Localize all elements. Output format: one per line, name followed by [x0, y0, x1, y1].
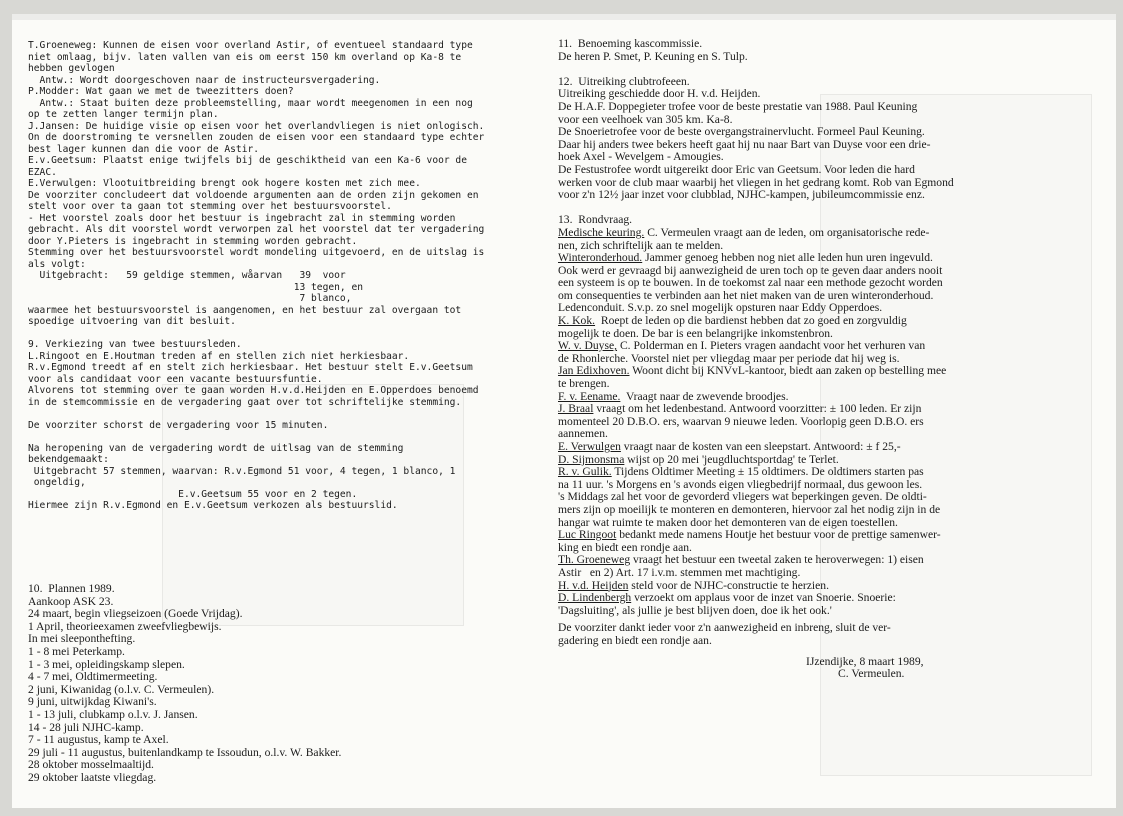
text-line: ongeldig, — [28, 477, 86, 488]
text-line: Na heropening van de vergadering wordt de uitlsag van de stemming — [28, 442, 404, 454]
text-line: 12. Uitreiking clubtrofeeen. — [558, 74, 690, 88]
plan-line: 1 April, theorieexamen zweefvliegbewijs. — [28, 619, 222, 633]
text-line: 7 blanco, — [28, 293, 352, 304]
plan-line: 1 - 13 juli, clubkamp o.l.v. J. Jansen. — [28, 707, 198, 721]
remark-text: aannemen. — [558, 427, 608, 441]
speaker-name: D. Sijmonsma — [558, 452, 625, 466]
speaker-name: H. v.d. Heijden — [558, 578, 629, 592]
text-line: De Snoerietrofee voor de beste overgangstrainervlucht. Formeel Paul Keuning. — [558, 125, 925, 139]
rondvraag-line — [558, 605, 1088, 618]
speaker-name: J. Braal — [558, 402, 594, 416]
rondvraag-line — [558, 416, 1088, 429]
kascommissie-section — [558, 38, 1088, 63]
text-line: Daar hij anders twee bekers heeft gaat hij nu naar Bart van Duyse voor een drie- — [558, 137, 931, 151]
remark-text: een systeem is op te bouwen. In de toekomst zal naar een methode gezocht worden — [558, 276, 943, 290]
text-line: De H.A.F. Doppegieter trofee voor de beste prestatie van 1988. Paul Keuning — [558, 99, 918, 113]
remark-text: steld voor de NJHC-constructie te herzien. — [628, 578, 829, 592]
text-line: spoedige uitvoering van dit besluit. — [28, 316, 236, 327]
remark-text: na 11 uur. 's Morgens en 's avonds eigen vliegbedrijf normaal, dus gewoon les. — [558, 477, 923, 491]
text-line: gebracht. Als dit voorstel wordt verworpen zal het voorstel dat ter vergadering — [28, 224, 485, 235]
plan-line: 10. Plannen 1989. — [28, 582, 115, 595]
text-line: op te zetten langer termijn plan. — [28, 109, 219, 120]
text-line: 11. Benoeming kascommissie. — [558, 37, 703, 50]
text-line: hoek Axel - Wevelgem - Amougies. — [558, 150, 724, 164]
plan-line: Aankoop ASK 23. — [28, 594, 114, 608]
speaker-name: Winteronderhoud. — [558, 251, 643, 265]
text-line: als volgt: — [28, 258, 86, 270]
speaker-name: R. v. Gulik. — [558, 465, 612, 479]
remark-text: Jammer genoeg hebben nog niet alle leden hun uren ingevuld. — [642, 251, 933, 265]
text-line: De voorziter schorst de vergadering voor 15 minuten. — [28, 419, 329, 431]
remark-text: Woont dicht bij KNVvL-kantoor, biedt aan zaken op bestelling mee — [629, 364, 947, 378]
speaker-name: F. v. Eename. — [558, 389, 621, 403]
text-line: niet omlaag, bijv. laten vallen van eis om eerst 150 km overland op Ka-8 te — [28, 51, 462, 63]
remark-text: vraagt naar de kosten van een sleepstart. Antwoord: ± f 25,- — [620, 440, 901, 453]
speaker-name: D. Lindenbergh — [558, 591, 632, 605]
text-line: De Festustrofee wordt uitgereikt door Eric van Geetsum. Voor leden die hard — [558, 162, 915, 176]
rondvraag-line — [558, 365, 1088, 378]
speaker-name: Luc Ringoot — [558, 528, 617, 542]
text-line: Stemming over het bestuursvoorstel wordt mondeling uitgevoerd, en de uitslag is — [28, 247, 485, 258]
text-line: Alvorens tot stemming over te gaan worden H.v.d.Heijden en E.Opperdoes benoemd — [28, 385, 479, 396]
remark-text: 's Middags zal het voor de gevorderd vliegers wat beperkingen geven. De oldti- — [558, 490, 927, 504]
remark-text: C. Vermeulen vraagt aan de leden, om organisatorische rede- — [644, 225, 930, 239]
speaker-name: Jan Edixhoven. — [558, 364, 630, 378]
closing-remark — [558, 622, 1088, 647]
remark-text: mogelijk te doen. De bar is een belangrijke inkomstenbron. — [558, 326, 833, 340]
remark-text: hangar wat ruimte te maken door het demonteren van de eigen toestellen. — [558, 515, 898, 529]
plannen-1989-section — [28, 583, 548, 785]
signature: C. Vermeulen. — [838, 667, 905, 681]
rondvraag-section — [558, 227, 1088, 617]
text-line: Antw.: Staat buiten deze probleemstelling, maar wordt meegenomen in een nog — [28, 97, 473, 109]
text-line: De heren P. Smet, P. Keuning en S. Tulp. — [558, 49, 748, 63]
text-line: J.Jansen: De huidige visie op eisen voor het overlandvliegen is niet onlogisch. — [28, 120, 485, 132]
rondvraag-heading: 13. Rondvraag. — [558, 213, 633, 227]
remark-text: nen, zich schriftelijk aan te melden. — [558, 238, 724, 252]
remark-text: verzoekt om applaus voor de inzet van Snoerie. Snoerie: — [631, 591, 896, 605]
text-line: hebben gevlogen — [28, 63, 115, 74]
blank-line — [28, 408, 558, 420]
text-line: werken voor de club maar waarbij het vliegen in het gedrang komt. Rob van Egmond — [558, 175, 954, 189]
remark-text: Tijdens Oldtimer Meeting ± 15 oldtimers. De oldtimers starten pas — [611, 465, 924, 479]
remark-text: Roept de leden op die bardienst hebben dat zo goed en zorgvuldig — [595, 314, 907, 328]
remark-text: Vraagt naar de zwevende broodjes. — [620, 389, 789, 403]
remark-text: wijst op 20 mei 'jeugdluchtsportdag' te Terlet. — [624, 452, 839, 466]
plan-line: 7 - 11 augustus, kamp te Axel. — [28, 733, 169, 747]
remark-text: de Rhonlerche. Voorstel niet per vliegdag maar per periode dat hij weg is. — [558, 351, 900, 365]
text-line: Antw.: Wordt doorgeschoven naar de instructeursvergadering. — [28, 74, 381, 86]
remark-text: Ledenconduit. S.v.p. zo snel mogelijk opsturen naar Eddy Opperdoes. — [558, 301, 883, 315]
speaker-name: W. v. Duyse, — [558, 339, 618, 353]
remark-text: 'Dagsluiting', als jullie je best blijven doen, doe ik het ook.' — [558, 603, 832, 617]
place-date: IJzendijke, 8 maart 1989, — [806, 654, 924, 668]
text-line: bekendgemaakt: — [28, 454, 109, 465]
text-line: best lager kunnen dan die voor de Astir. — [28, 143, 260, 155]
blank-line — [28, 328, 558, 340]
text-line: Uitgebracht 57 stemmen, waarvan: R.v.Egmond 51 voor, 4 tegen, 1 blanco, 1 — [28, 465, 456, 477]
text-line: De voorziter concludeert dat voldoende argumenten aan de orden zijn gekomen en — [28, 189, 479, 201]
speaker-name: K. Kok. — [558, 314, 596, 328]
text-line: voor z'n 12½ jaar inzet voor clubblad, NJHC-kampen, jubileumcommissie enz. — [558, 188, 925, 202]
remark-text: mers zijn op moeilijk te monteren en demonteren, hiervoor zal het nodig zijn in de — [558, 502, 941, 516]
text-line: R.v.Egmond treedt af en stelt zich herkiesbaar. Het bestuur stelt E.v.Geetsum — [28, 362, 473, 373]
text-line: 9. Verkiezing van twee bestuursleden. — [28, 339, 242, 350]
remark-text: om consequenties te verbinden aan het niet maken van de uren winteronderhoud. — [558, 288, 934, 302]
blank-line — [28, 431, 558, 443]
remark-text: bedankt mede namens Houtje het bestuur voor de prettige samenwer- — [616, 528, 941, 542]
text-line: - Het voorstel zoals door het bestuur is ingebracht zal in stemming worden — [28, 212, 456, 224]
remark-text: king en biedt een rondje aan. — [558, 540, 692, 554]
remark-text: vraagt om het ledenbestand. Antwoord voorzitter: ± 100 leden. Er zijn — [593, 402, 922, 416]
text-line: waarmee het bestuursvoorstel is aangenomen, en het bestuur zal overgaan tot — [28, 304, 462, 316]
plan-line: 1 - 3 mei, opleidingskamp slepen. — [28, 657, 185, 671]
remark-text: Astir en 2) Art. 17 i.v.m. stemmen met machtiging. — [558, 565, 801, 579]
text-line: 13 tegen, en — [28, 281, 364, 293]
remark-text: vraagt het bestuur een tweetal zaken te heroverwegen: 1) eisen — [630, 553, 924, 567]
plan-line: 4 - 7 mei, Oldtimermeeting. — [28, 670, 158, 684]
plan-line: 29 oktober laatste vliegdag. — [28, 770, 157, 784]
text-line: De voorziter dankt ieder voor z'n aanwezigheid en inbreng, sluit de ver- — [558, 621, 891, 635]
remark-text: te brengen. — [558, 377, 610, 391]
text-line: door Y.Pieters is ingebracht in stemming worden gebracht. — [28, 235, 358, 247]
text-line: in de stemcommissie en de vergadering gaat over tot schriftelijke stemming. — [28, 396, 462, 408]
speaker-name: E. Verwulgen — [558, 440, 621, 453]
speaker-name: Medische keuring. — [558, 225, 645, 239]
text-line: EZAC. — [28, 166, 57, 178]
text-line: On de doorstroming te versnellen zouden de eisen voor een standaard type echter — [28, 132, 485, 143]
plan-line: 28 oktober mosselmaaltijd. — [28, 758, 154, 772]
plan-line: In mei sleeponthefting. — [28, 632, 136, 646]
text-line: Uitgebracht: 59 geldige stemmen, wåarvan 39 voor — [28, 270, 346, 281]
text-line: E.v.Geetsum 55 voor en 2 tegen. — [28, 488, 358, 500]
remark-text: Ook werd er gevraagd bij aanwezigheid de uren toch op te geven daar anders nooit — [558, 263, 943, 277]
minutes-right-column — [558, 38, 1088, 681]
plan-line: 14 - 28 juli NJHC-kamp. — [28, 720, 144, 734]
plan-line: 29 juli - 11 augustus, buitenlandkamp te Issoudun, o.l.v. W. Bakker. — [28, 745, 342, 759]
text-line: L.Ringoot en E.Houtman treden af en stellen zich niet herkiesbaar. — [28, 350, 410, 362]
text-line: E.v.Geetsum: Plaatst enige twijfels bij de geschiktheid van een Ka-6 voor de — [28, 155, 467, 166]
text-line: Hiermee zijn R.v.Egmond en E.v.Geetsum verkozen als bestuurslid. — [28, 500, 398, 511]
remark-text: momenteel 20 D.B.O. ers, waarvan 9 nieuwe leden. Voorlopig geen D.B.O. ers — [558, 414, 924, 428]
text-line: voor als candidaat voor een vacante bestuursfuntie. — [28, 373, 323, 385]
remark-text: C. Polderman en I. Pieters vragen aandacht voor het verhuren van — [617, 339, 926, 353]
text-line: E.Verwulgen: Vlootuitbreiding brengt ook hogere kosten met zich mee. — [28, 178, 421, 189]
plan-line: 9 juni, uitwijkdag Kiwani's. — [28, 695, 157, 709]
text-line: gadering en biedt een rondje aan. — [558, 633, 712, 647]
text-line: P.Modder: Wat gaan we met de tweezitters doen? — [28, 86, 294, 97]
text-line: voor een veelhoek van 305 km. Ka-8. — [558, 112, 733, 126]
plan-line: 1 - 8 mei Peterkamp. — [28, 644, 125, 658]
text-line: Uitreiking geschiedde door H. v.d. Heijden. — [558, 87, 761, 101]
minutes-left-column — [28, 40, 558, 512]
text-line: T.Groeneweg: Kunnen de eisen voor overland Astir, of eventueel standaard type — [28, 40, 473, 51]
plan-line: 2 juni, Kiwanidag (o.l.v. C. Vermeulen). — [28, 682, 215, 696]
plan-line: 24 maart, begin vliegseizoen (Goede Vrijdag). — [28, 607, 243, 621]
text-line: stelt voor over ta gaan tot stemming over het bestuursvoorstel. — [28, 201, 392, 212]
speaker-name: Th. Groeneweg — [558, 553, 631, 567]
clubtrofeeen-section — [558, 76, 1088, 202]
